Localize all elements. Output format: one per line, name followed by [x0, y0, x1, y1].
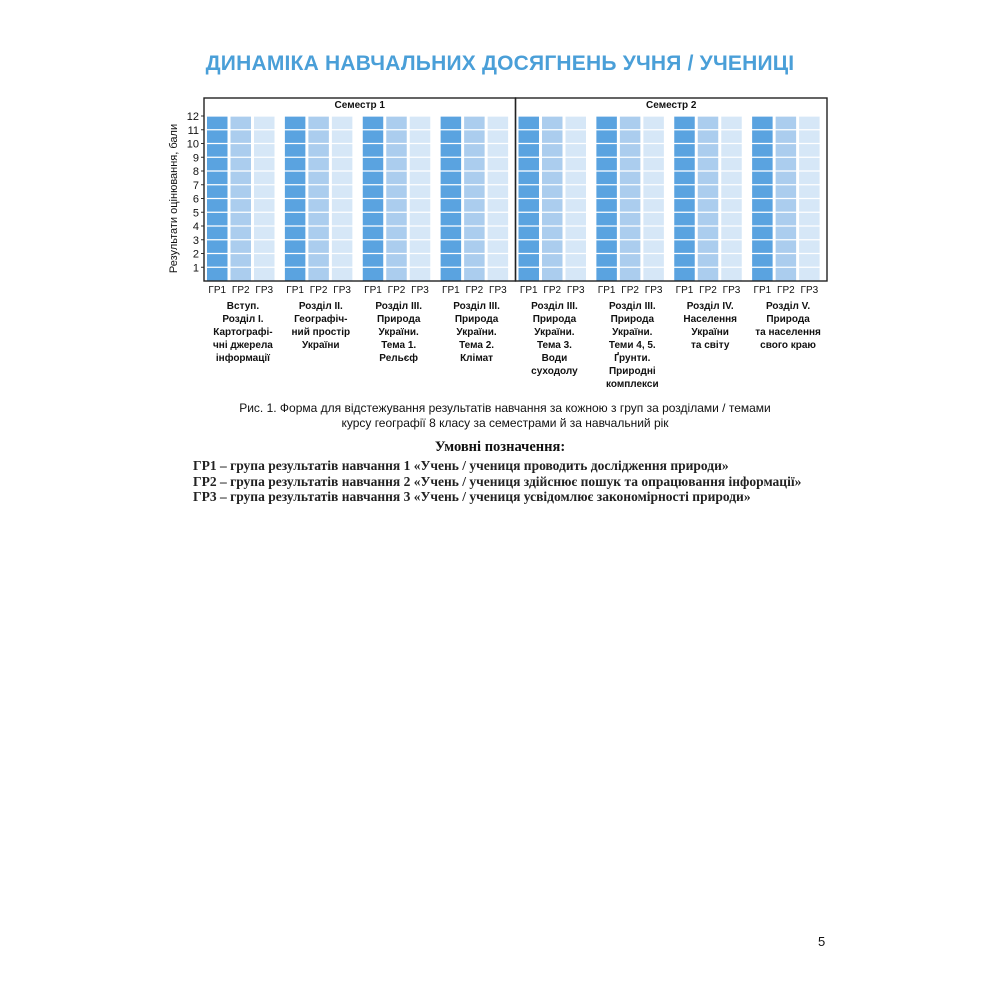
category-label: та світу [690, 340, 730, 351]
x-group-label: ГР1 [286, 285, 304, 296]
caption-line-1: Рис. 1. Форма для відстежування результатів навчання за кожною з груп за розділами / темами [239, 401, 771, 415]
legend-text: – група результатів навчання 2 «Учень / учениця здійснює пошук та опрацювання інформації» [216, 473, 802, 489]
category-label: Природа [766, 314, 810, 325]
y-tick-label: 5 [192, 207, 199, 220]
x-group-label: ГР3 [644, 285, 663, 296]
legend-item-gr3 [166, 489, 827, 505]
x-group-label: ГР1 [597, 285, 616, 296]
page-title: ДИНАМІКА НАВЧАЛЬНИХ ДОСЯГНЕНЬ УЧНЯ / УЧЕНИЦІ [205, 52, 795, 75]
category-label: Географіч- [294, 314, 348, 325]
x-group-label: ГР3 [566, 285, 585, 296]
figure-caption [200, 401, 810, 431]
category-label: України. [378, 327, 419, 338]
category-label: Картографі- [213, 327, 273, 338]
category-label: Природа [376, 314, 421, 325]
category-label: України [302, 340, 340, 351]
category-label: Розділ V. [765, 301, 811, 312]
x-group-label: ГР3 [800, 285, 819, 296]
legend-item-gr1 [166, 458, 827, 474]
category-label: суходолу [531, 366, 578, 377]
x-group-label: ГР2 [699, 285, 717, 296]
category-label: інформації [215, 353, 270, 364]
achievement-bar-chart [160, 92, 840, 397]
legend-text: – група результатів навчання 1 «Учень / учениця проводить дослідження природи» [216, 458, 729, 473]
caption-line-2: курсу географії 8 класу за семестрами й за навчальний рік [341, 416, 669, 430]
x-group-label: ГР2 [387, 285, 406, 296]
category-label: Вступ. [226, 301, 260, 312]
semester-label: Семестр 2 [646, 100, 697, 111]
y-tick-label: 9 [192, 152, 199, 165]
category-label: Тема 3. [536, 340, 572, 351]
category-label: Тема 1. [381, 340, 417, 351]
category-label: України. [612, 327, 653, 338]
category-label: Розділ ІІІ. [531, 301, 578, 312]
category-label: Природні [608, 366, 656, 377]
x-group-label: ГР2 [231, 285, 250, 296]
category-label: Розділ ІІІ. [453, 301, 500, 312]
page-number: 5 [818, 934, 826, 949]
x-group-label: ГР1 [364, 285, 382, 296]
x-group-label: ГР3 [333, 285, 351, 296]
category-label: Розділ ІІІ. [375, 301, 423, 312]
x-group-label: ГР3 [489, 285, 507, 296]
category-label: Населення [683, 314, 737, 325]
y-tick-label: 6 [192, 193, 199, 206]
legend-abbr: ГР2 [193, 473, 217, 489]
y-tick-label: 2 [192, 248, 199, 261]
x-group-label: ГР3 [722, 285, 741, 296]
category-label: Розділ ІІІ. [608, 301, 656, 312]
x-group-label: ГР2 [777, 285, 795, 296]
y-tick-label: 12 [186, 111, 199, 123]
legend-text: – група результатів навчання 3 «Учень / учениця усвідомлює закономірності природи» [216, 489, 751, 504]
category-label: Тема 2. [459, 340, 495, 351]
x-group-label: ГР2 [543, 285, 562, 296]
x-group-label: ГР2 [621, 285, 639, 296]
y-tick-label: 11 [187, 124, 199, 137]
category-label: Води [541, 353, 568, 364]
category-label: Природа [532, 314, 577, 325]
category-label: свого краю [760, 340, 816, 351]
legend-abbr: ГР1 [193, 458, 217, 473]
x-group-label: ГР1 [519, 285, 538, 296]
category-label: комплекси [605, 379, 659, 390]
x-group-label: ГР2 [309, 285, 328, 296]
y-tick-label: 4 [192, 221, 199, 233]
category-label: України. [534, 327, 575, 338]
legend-item-gr2 [166, 474, 827, 490]
x-group-label: ГР3 [411, 285, 429, 296]
category-label: Розділ IV. [686, 301, 734, 312]
category-label: чні джерела [213, 340, 273, 351]
y-tick-label: 3 [192, 234, 199, 247]
semester-label: Семестр 1 [334, 100, 385, 111]
category-label: ний простір [291, 327, 351, 338]
x-group-label: ГР1 [753, 285, 772, 296]
category-label: Ґрунти. [614, 353, 651, 364]
y-tick-label: 10 [186, 138, 199, 151]
x-group-label: ГР1 [675, 285, 694, 296]
category-label: України [691, 327, 729, 338]
legend-title: Умовні позначення: [434, 439, 566, 455]
y-tick-label: 1 [192, 262, 199, 275]
category-label: України. [456, 327, 497, 338]
x-group-label: ГР1 [208, 285, 227, 296]
x-group-label: ГР2 [465, 285, 484, 296]
category-label: Теми 4, 5. [608, 340, 656, 351]
category-label: Природа [454, 314, 499, 325]
x-group-label: ГР1 [442, 285, 460, 296]
category-label: Розділ І. [222, 314, 264, 325]
y-tick-label: 8 [192, 166, 199, 178]
y-tick-label: 7 [192, 179, 199, 192]
category-label: Клімат [460, 353, 494, 364]
category-label: та населення [755, 327, 821, 338]
x-group-label: ГР3 [255, 285, 274, 296]
legend [166, 458, 827, 505]
y-axis-label: Результати оцінювання, бали [168, 123, 180, 274]
legend-abbr: ГР3 [193, 489, 217, 504]
category-label: Природа [610, 314, 655, 325]
category-label: Розділ ІІ. [298, 301, 343, 312]
category-label: Рельєф [379, 353, 419, 364]
